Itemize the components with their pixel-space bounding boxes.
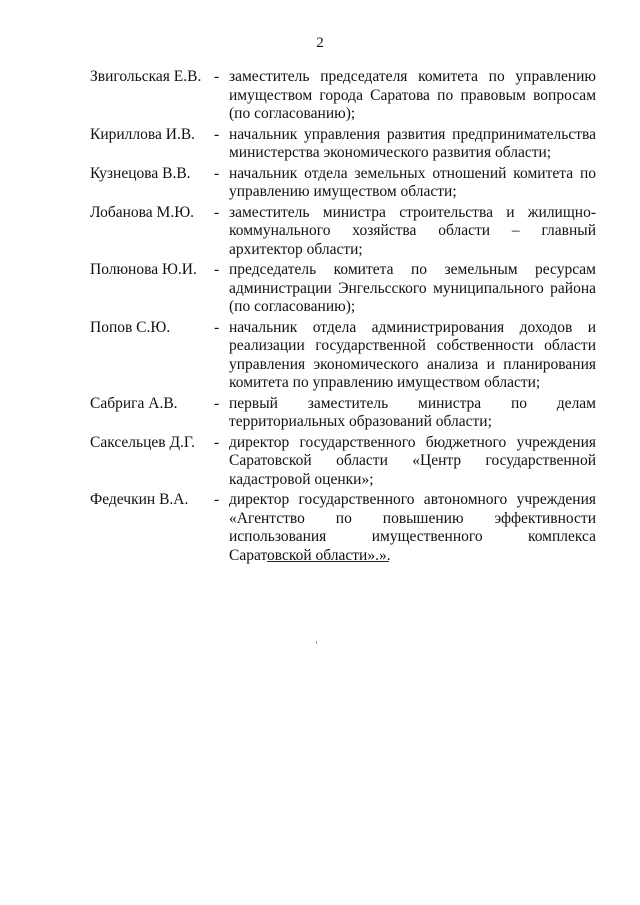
member-dash: -: [214, 125, 220, 143]
list-item: [90, 319, 596, 393]
member-dash: -: [214, 394, 220, 412]
scan-speck: [316, 641, 317, 644]
list-item: [90, 491, 596, 565]
list-item: [90, 434, 596, 490]
member-name: Кириллова И.В.: [90, 125, 196, 143]
member-name: Сабрига А.В.: [90, 394, 178, 412]
list-item: [90, 165, 596, 202]
member-description: заместитель председателя комитета по управлению имуществом города Саратова по правовым вопросам (по согласованию);: [229, 68, 596, 122]
list-item: [90, 395, 596, 432]
list-item: [90, 204, 596, 260]
end-divider: [267, 561, 389, 562]
member-dash: -: [214, 433, 220, 451]
member-dash: -: [214, 491, 220, 508]
member-dash: -: [214, 261, 220, 278]
member-description: начальник отдела администрирования доходов и реализации государственной собственности области управления экономического анализа и планирования комитета по управлению имуществом области;: [229, 318, 596, 391]
member-name: Лобанова М.Ю.: [90, 203, 195, 221]
member-description: заместитель министра строительства и жилищно-коммунального хозяйства области – главный архитектор области;: [229, 203, 596, 258]
member-list: [90, 68, 596, 567]
list-item: [90, 261, 596, 317]
member-name: Звигольская Е.В.: [90, 68, 202, 85]
member-name: Саксельцев Д.Г.: [90, 433, 196, 451]
member-description: директор государственного автономного учреждения «Агентство по повышению эффективности использования имущественного комплекса Саратовской области».».: [229, 491, 596, 564]
list-item: [90, 68, 596, 124]
page-number: 2: [316, 35, 324, 51]
member-dash: -: [214, 164, 220, 182]
member-name: Попов С.Ю.: [90, 318, 171, 336]
member-description: председатель комитета по земельным ресурсам администрации Энгельсского муниципального района (по согласованию);: [229, 261, 596, 315]
member-description: первый заместитель министра по делам территориальных образований области;: [229, 394, 596, 430]
member-dash: -: [214, 203, 220, 221]
member-description: директор государственного бюджетного учреждения Саратовской области «Центр государственной кадастровой оценки»;: [229, 433, 596, 488]
member-description: начальник отдела земельных отношений комитета по управлению имуществом области;: [229, 164, 596, 200]
member-dash: -: [214, 318, 220, 336]
member-dash: -: [214, 68, 220, 85]
member-name: Кузнецова В.В.: [90, 164, 191, 182]
list-item: [90, 126, 596, 163]
member-name: Полюнова Ю.И.: [90, 261, 197, 278]
member-name: Федечкин В.А.: [90, 491, 189, 508]
member-description: начальник управления развития предпринимательства министерства экономического развития области;: [229, 125, 596, 161]
